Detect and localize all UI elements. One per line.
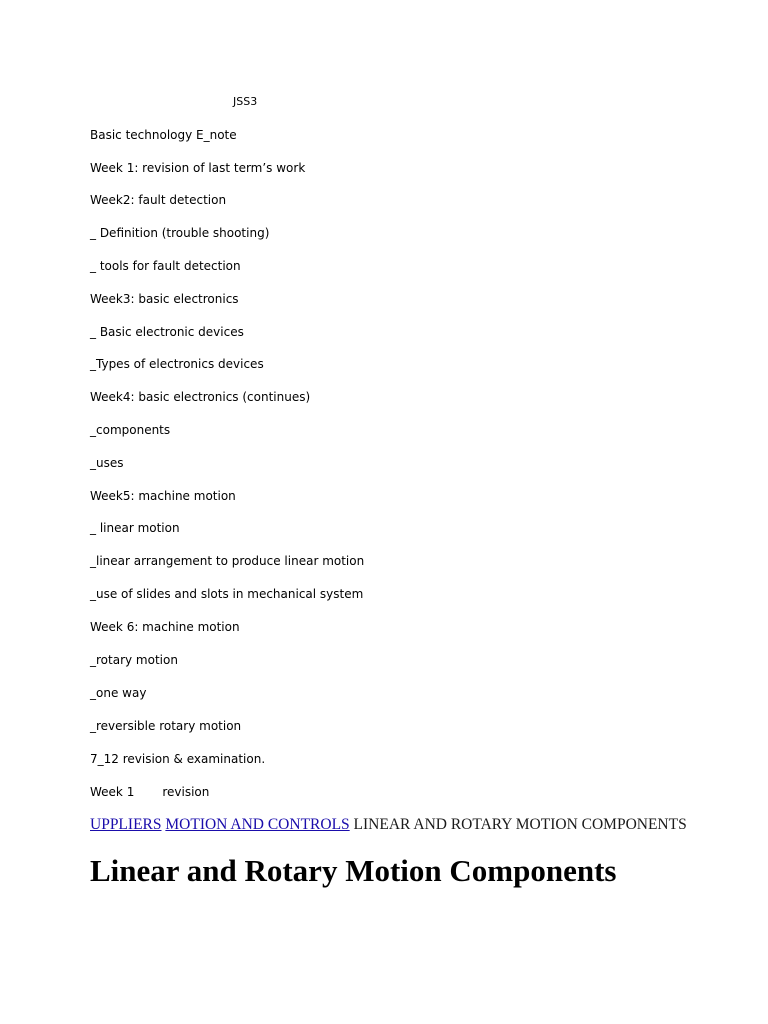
list-item: _reversible rotary motion bbox=[90, 719, 242, 733]
list-item: _components bbox=[90, 423, 171, 437]
list-item: _ tools for fault detection bbox=[90, 259, 241, 273]
list-item: _uses bbox=[90, 456, 124, 470]
list-item: _ Definition (trouble shooting) bbox=[90, 226, 270, 240]
page-heading: Linear and Rotary Motion Components bbox=[90, 853, 617, 888]
breadcrumb-link-suppliers[interactable]: UPPLIERS bbox=[90, 816, 162, 833]
list-item: _ linear motion bbox=[90, 521, 180, 535]
list-item: Week4: basic electronics (continues) bbox=[90, 390, 311, 404]
week-row bbox=[90, 783, 209, 801]
week-topic: revision bbox=[162, 785, 210, 799]
list-item: Week2: fault detection bbox=[90, 193, 227, 207]
breadcrumb bbox=[90, 815, 687, 835]
breadcrumb-link-motion-and-controls[interactable]: MOTION AND CONTROLS bbox=[165, 816, 350, 833]
list-item: Week3: basic electronics bbox=[90, 292, 239, 306]
list-item: _one way bbox=[90, 686, 147, 700]
list-item: Week5: machine motion bbox=[90, 489, 236, 503]
list-item: 7_12 revision & examination. bbox=[90, 752, 266, 766]
breadcrumb-current: LINEAR AND ROTARY MOTION COMPONENTS bbox=[353, 816, 687, 833]
list-item: Week 6: machine motion bbox=[90, 620, 240, 634]
doc-title: Basic technology E_note bbox=[90, 128, 237, 142]
list-item: Week 1: revision of last term’s work bbox=[90, 161, 306, 175]
list-item: _Types of electronics devices bbox=[90, 357, 264, 371]
list-item: _ Basic electronic devices bbox=[90, 325, 244, 339]
week-label: Week 1 bbox=[90, 785, 135, 799]
class-label: JSS3 bbox=[233, 95, 258, 108]
list-item: _use of slides and slots in mechanical system bbox=[90, 587, 364, 601]
list-item: _linear arrangement to produce linear motion bbox=[90, 554, 365, 568]
list-item: _rotary motion bbox=[90, 653, 178, 667]
